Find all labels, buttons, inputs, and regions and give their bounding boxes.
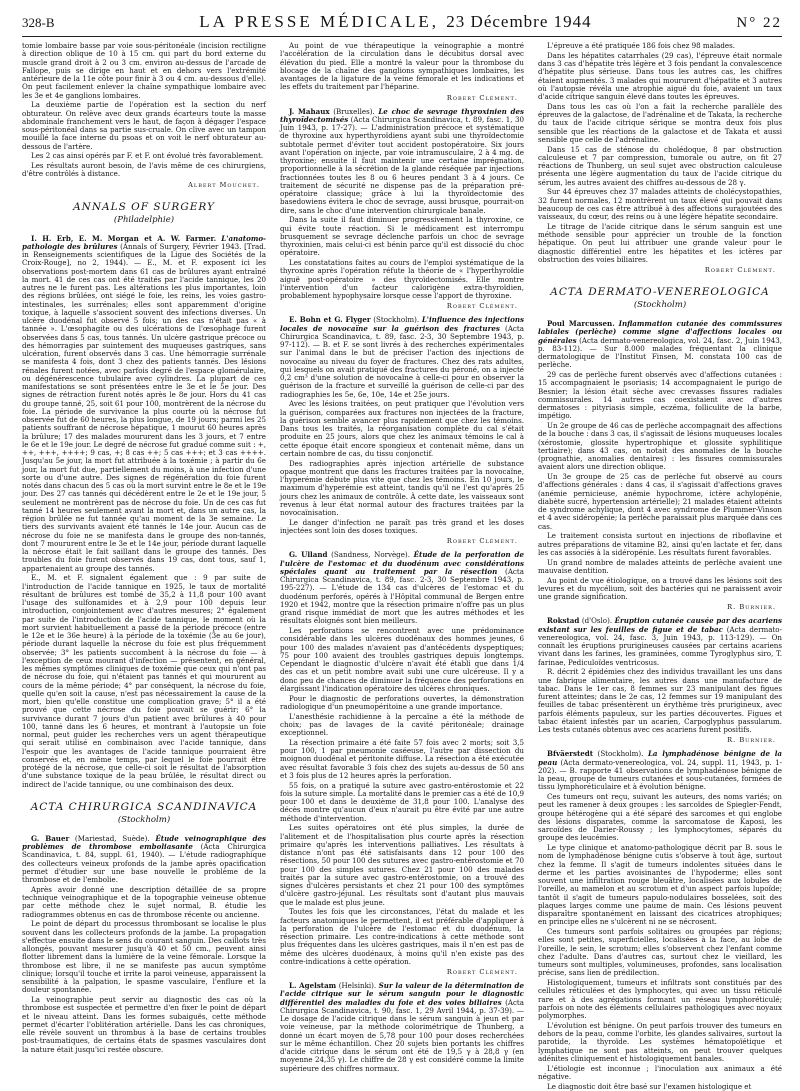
paragraph: Les constatations faites au cours de l'emploi systématique de la thyroxine après l'opération réfute la théorie de « l'hyperthyroïdie aiguë post-opératoire » des thyroïdectomisés. Elle montre l'intervention d'un facteur calorigène extra-thyroïdien, probablement hypophysaire lorsque cesse l'apport de thyroxine. xyxy=(280,258,524,300)
article-author: I. H. Erb, E. M. Morgan et A. W. Farmer. xyxy=(31,233,217,243)
abstract-text: (Acta dermato-venereologica, vol. 24, fasc. 3, Juin 1943, p. 113-129). — On connaît les éruptions prurigineuses causées par certains acariens vivant dans les farines, les graminées, comme Tyroglyphus siro, T. farinae, Pediculoïdes ventricosus. xyxy=(538,624,782,667)
abstract-paragraph xyxy=(22,235,266,573)
paragraph: Le type clinique et anatomo-pathologique décrit par B. sous le nom de lymphadénose bénigne cutis s'observe à tout âge, surtout chez la femme. Il s'agit de tumeurs indolentes situées dans le derme et les parties avoisinantes de l'hypoderme; elles sont souvent une infiltration rouge bleuâtre, localisées aux lobules de l'oreille, au mamelon et au scrotum et d'un aspect parfois lupoïde; tantôt il s'agit de tumeurs papulo-nodulaires bosselées, soit des plaques larges comme une paume de main. Ces lésions peuvent disparaître spontanément en laissant des cicatrices atrophiques; en principe elles ne s'ulcèrent ni ne se nécrosent. xyxy=(538,843,782,927)
column-right xyxy=(538,41,782,1091)
paragraph: Sur 44 épreuves chez 37 malades atteints de cholécystopathies, 32 furent normales, 12 montrèrent un taux élevé qui pouvait dans beaucoup de ces cas être attribué à des affections surajoutées des vaisseaux, du cœur, des reins ou à une légère hépatite secondaire. xyxy=(538,187,782,221)
paragraph: Au point de vue étiologique, on a trouvé dans les lésions soit des levures et du mycélium, soit des bactéries qui ne paraissent avoir une grande signification. xyxy=(538,575,782,601)
reviewer-signature: Robert Clément. xyxy=(446,968,518,976)
paragraph: Un 3e groupe de 25 cas de perlèche fut observé au cours d'affections générales : dans 4 cas, il s'agissait d'affections graves (anémie pernicieuse, anémie hypochrome, ictère achylopénie, diabète sucré, hypertension artérielle); 21 malades étaient atteints de syndrome achylique, dont 4 avec syndrome de Plummer-Vinson et 4 avec sidéropénie; la perlèche paraissait plus marquée dans ces cas. xyxy=(538,472,782,531)
reviewer-signature: Albert Mouchet. xyxy=(188,180,260,189)
paragraph: Toutes les fois que les circonstances, l'état du malade et les facteurs anatomiques le permettent, il est préférable d'appliquer à la perforation de l'ulcère de l'estomac et du duodénum, la résection primaire. Les contre-indications à cette méthode sont plus fréquentes dans les ulcères gastriques, mais il n'en est pas de même des ulcères duodénaux, à moins qu'il n'en existe pas des contre-indications à cette opération. xyxy=(280,907,524,966)
article-author: Bfväerstedt xyxy=(547,749,594,759)
paragraph: Le diagnostic doit être basé sur l'examen histologique et xyxy=(547,1081,752,1091)
journal-heading: ANNALS OF SURGERY xyxy=(73,200,215,213)
journal-location: (Stockholm) xyxy=(633,300,687,310)
abstract-paragraph xyxy=(538,750,782,791)
article-author: Poul Marcussen. xyxy=(547,319,615,328)
abstract-text: (Annals of Surgery, Février 1943. [Trad. in Renseignements scientifiques de la Ligue des Sociétés de la Croix-Rouge], no 2, 1944). — E., M. et F. exposent ici les observations post-mortem dans 61 cas de brûlures ayant entraîné la mort. 41 de ces cas ont été traités par l'acide tannique, les 20 autres ne le furent pas. Les altérations les plus importantes, loin des régions brûlées, ont siégé le foie, les reins, les voies gastro-intestinales, les surrénales; elles sont apparemment d'origine toxique, à laquelle s'associent souvent des infections diverses. Un ulcère duodénal fut observé 5 fois; un des cas n'était pas « à tannée ». L'œsophagite ou des ulcérations de l'œsophage furent observées dans 5 cas, tous tannés. Un ulcère gastrique précoce ou des hémorragies par suintement des muqueuses gastriques, sans ulcération, furent observés dans 3 cas. Une hémorragie surrénale se manifesta 4 fois, dont 3 chez des patients tannés. Des lésions rénales furent notées, avec parfois degré de l'espace glomérulaire, ou dégénérescence tubulaire avec cylindres. La plupart de ces manifestations se sont présentées entre le 3e et le 5e jour. Des signes de rétraction furent notés après le 8e jour. Hors du 41 cas du groupe tanné, 25, soit 61 pour 100, montrèrent de la nécrose du foie. La période de survivance la plus courte où la nécrose fut observée fut de 60 heures, la plus longue, de 19 jours; parmi les 25 patients souffrant de nécrose hépatique, 1 mourut 60 heures après la brûlure; 17 des malades moururent dans les 3 jours, et 7 entre le 6e et le 19e jour. Le degré de nécrose fut gradué comme suit : +, ++, +++, ++++; 9 cas, +; 8 cas ++; 5 cas +++; et 3 cas ++++. Jusqu'au 5e jour, la mort fut attribuée à la toxémie ; à partir du 6e jour, la mort fut due, partiellement du moins, à une infection d'une sorte ou d'une autre. Des signes de régénération du foie furent notés dans chacun des 5 cas où la mort survint entre le 8e et le 19e jour. Des 27 cas tannés qui décédèrent entre le 2e et le 19e jour, 5 seulement ne montrèrent pas de nécrose du foie. Un de ces cas fut tanné 14 heures seulement avant la mort et, dans un autre cas, la région brûlée ne fut tannée qu'au moment de la 3e semaine. Le tiers des survivants avaient été tannés le 14e jour. Aucun cas de nécrose du foie ne se manifesta dans le groupe des non-tannés, dont 7 moururent entre le 3e et le 14e jour, période durant laquelle la nécrose était le fait saillant dans le groupe des tannés. Des troubles du foie furent observés dans 19 cas, dont tous, sauf 1, appartenaient au groupe des tannés. xyxy=(22,241,266,573)
author-location: (Bruxelles). xyxy=(333,106,375,116)
article-author: Rokstad xyxy=(547,616,580,626)
paragraph: R. décrit 2 épidémies chez des individus travaillant les uns dans une fabrique alimentaire, les autres dans une manufacture de tabac. Dans le 1er cas, 8 femmes sur 23 manipulant des figues furent atteintes; dans le 2e cas, 12 femmes sur 19 manipulant des feuilles de tabac présentèrent un érythème très prurigineux, avec parfois éléments papuleux, sur les parties découvertes. Figues et tabac étaient infestés par un acarien, Carpoglyphus passularum. Les tests cutanés obtenus avec ces acariens furent positifs. xyxy=(538,667,782,734)
abstract-text: (Acta Chirurgica Scandinavica, t. 89, fasc. 1, 30 Juin 1943, p. 17-27). — L'administration précoce et systématique de thyroxine aux hyperthyroïdiens ayant subi une thyroïdectomie subtotale permet d'éviter tout accident postopératoire. Six jours avant l'opération on injecte, par voie intramusculaire, 2 à 4 mg. de thyroxine; ensuite il faut maintenir une certaine imprégnation, proportionnelle à la sécrétion de la glande réséquée par injections fractionnées toutes les 8 ou 6 heures pendant 3 à 4 jours. Ce traitement de sécurité ne dispense pas de la préparation pré-opératoire classique; grâce à lui la thyroïdectomie des basedowiens évitera le choc de sevrage, aussi brusque, pourrait-on dire, sans le choc d'une intervention chirurgicale banale. xyxy=(280,114,524,215)
paragraph: Dans les hépatites catarrhales (29 cas), l'épreuve était normale dans 3 cas d'hépatite très légère et 3 fois pendant la convalescence d'hépatite plus sérieuse. Dans tous les autres cas, les chiffres étaient augmentés. 3 malades qui moururent d'hépatite et 3 autres où l'autopsie révéla une atrophie aiguë du foie, avaient un taux d'acide citrique sanguin élevé dans toutes les épreuves. xyxy=(538,50,782,101)
paragraph: Le danger d'infection ne paraît pas très grand et les doses injectées sont loin des doses toxiques. xyxy=(280,517,524,535)
abstract-text: (Acta dermato-venereologica, vol. 24, fasc. 2, Juin 1943, p. 83-112). — Sur 8.000 malades fréquentant la clinique dermatologique de l'Institut Finsen, M. constata 100 cas de perlèche. xyxy=(538,335,782,370)
paragraph: Ces tumeurs ont reçu, suivant les auteurs, des noms variés; on peut les ramener à deux groupes : les sarcoïdes de Spiegler-Fendt, groupe hétérogène qui a été séparé des sarcomes et qui englobe des lésions disparates, comme la sarcomatose de Kaposi, les sarcoïdes de Darier-Roussy ; les lymphocytomes, séparés du groupe des leucémies. xyxy=(538,792,782,843)
abstract-paragraph xyxy=(280,982,524,1073)
paragraph: Le point de départ du processus thrombosant se localise le plus souvent dans les collecteurs profonds de la jambe. La propagation s'effectue ensuite dans le sens du courant sanguin. Des caillots très allongés, pouvant mesurer jusqu'à 40 et 50 cm., peuvent ainsi flotter librement dans la lumière de la veine fémorale. Lorsque la thrombose est libre, il ne se manifeste pas aucun symptôme clinique; lorsqu'il touche et irrite la paroi veineuse, apparaissent la sensibilité à la palpation, le spasme vasculaire, l'enflure et la douleur spontanée. xyxy=(22,919,266,995)
article-title: Éruption cutanée causée par des acariens existant sur les feuilles de figue et de tabac xyxy=(538,616,782,634)
paragraph: Dans 15 cas de sténose du cholédoque, 8 par obstruction calculeuse et 7 par compression, tumorale ou autre, on fit 27 réactions de Thunberg, un seul sujet avec obstruction calculeuse présenta une légère augmentation du taux de l'acide citrique du sérum, les autres avaient des chiffres au-dessous de 28 γ. xyxy=(538,144,782,187)
abstract-text: (Acta Chirurgica Scandinavica, t. 84, suppl. 61, 1940). — L'étude radiographique des collecteurs veineux profonds de la jambe après opacification permet d'étudier sur une base nouvelle le problème de la thrombose et de l'embolie. xyxy=(22,842,266,884)
paragraph: L'épreuve a été pratiquée 186 fois chez 98 malades. xyxy=(547,41,736,50)
journal-masthead xyxy=(199,12,591,32)
reviewer-signature: R. Burnier. xyxy=(727,603,776,612)
paragraph: Les suites opératoires ont été plus simples, la durée de l'alitement et de l'hospitalisation plus courte après la résection primaire qu'après les interventions palliatives. Les résultats à distance n'ont pas été satisfaisants dans 12 pour 100 des résections, 50 pour 100 des sutures avec gastro-entérostomie et 70 pour 100 des simples sutures. Chez 21 pour 100 des malades traités par la suture avec gastro-entérostomie, on a trouvé des signes d'ulcères persistants et chez 21 pour 100 des symptômes d'ulcère gastro-jéjunal. Les résultats sont d'autant plus mauvais que le malade est plus jeune. xyxy=(280,823,524,907)
author-location: (Stockholm). xyxy=(597,749,644,759)
article-columns xyxy=(22,41,782,1091)
issue-date: 23 Décembre 1944 xyxy=(446,12,592,31)
paragraph: Les perforations se rencontrent avec une prédominance considérable dans les ulcères duodénaux des hommes jeunes, 6 pour 100 des malades n'avaient pas d'antécédents dyspeptiques; 75 pour 100 avaient des troubles gastriques depuis longtemps. Cependant le diagnostic d'ulcère n'avait été établi que dans 1/4 des cas et un petit nombre avait subi une cure ulcéreuse. Il y a donc peu de chances de diminuer la fréquence des perforations en élargissant l'indication opératoire des ulcères chroniques. xyxy=(280,626,524,693)
column-left xyxy=(22,42,266,1074)
author-location: (Stockholm). xyxy=(373,315,420,325)
paragraph: Les résultats auront besoin, de l'avis même de ces chirurgiens, d'être contrôlés à distance. xyxy=(22,161,266,179)
paragraph: Avec les lésions traitées, on peut pratiquer que l'évolution vers la guérison, comparées aux fractures non injectées de la fracture, la guérison semble avancer plus rapidement que chez les témoins. Dans tous les traités, la réorganisation complète du cal s'était produite en 25 jours, alors que chez les animaux témoins le cal à cette époque était encore spongieux et contenait même, dans un certain nombre de cas, du tissu conjonctif. xyxy=(280,399,524,458)
author-location: (Helsinki). xyxy=(338,981,377,990)
reviewer-signature: Robert Clément. xyxy=(446,93,518,102)
reviewer-signature: Robert Clément. xyxy=(704,266,776,274)
paragraph: Le traitement consista surtout en injections de riboflavine et autres préparations de vitamine B2, ainsi qu'en lactate et fer, dans les cas associés à la sidéropénie. Les résultats furent favorables. xyxy=(538,531,782,557)
paragraph: Ces tumeurs sont parfois solitaires ou groupées par régions; elles sont petites, superficielles, localisées à la face, au lobe de l'oreille, le sein, le scrotum; elles s'observent chez l'enfant comme chez l'adulte. Dans d'autres cas, surtout chez le vieillard, les tumeurs sont multiples, volumineuses, profondes, sans localisation précise, sans lien de prédilection. xyxy=(538,927,782,978)
article-author: G. Bauer xyxy=(31,833,70,843)
paragraph: 29 cas de perlèche furent observés avec d'affections cutanées : 15 accompagnaient le psoriasis; 14 accompagnaient le purigo de Besnier; la lésion était sèche avec crevasses fissures radiales commissurales. 14 autres cas coexistaient avec d'autres dermatoses : pityriasis simple, eczéma, folliculite de la barbe, impétigo. xyxy=(538,370,782,421)
masthead-title: LA PRESSE MÉDICALE, xyxy=(199,12,440,31)
paragraph: Dans la suite il faut diminuer progressivement la thyroxine, ce qui évite toute réaction. Si le médicament est interrompu brusquement se sevrage déclenche parfois un choc de sevrage thyroxinien, mais celui-ci est bénin parce qu'il est dissocié du choc opératoire. xyxy=(280,215,524,258)
abstract-paragraph xyxy=(280,108,524,215)
article-title: L'anatomo-pathologie des brûlures xyxy=(22,233,266,251)
abstract-paragraph xyxy=(538,617,782,667)
abstract-text: (Acta Chirurgica Scandinavica, t. 90, fasc. 1, 29 Avril 1944, p. 37-39). — Le dosage de l'acide citrique dans le sérum sanguin à jeun et par voie veineuse, par la méthode colorimétrique de Thunberg, a donné un écart moyen de 5,78 pour 100 pour doses recherchées sur le même échantillon. Chez 20 sujets bien portants les chiffres d'acide citrique dans le sérum ont été de 19,5 γ à 28,8 γ (en moyenne 24,35 γ). Le chiffre de 28 γ est considéré comme la limite supérieure des chiffres normaux. xyxy=(280,997,525,1073)
paragraph: L'étiologie est inconnue ; l'inoculation aux animaux a été négative. xyxy=(538,1063,782,1081)
paragraph: Des radiographies après injection artérielle de substance opaque montrent que dans les fractures traitées par la novocaïne, l'hyperémie débute plus vite que chez les témoins. En 10 jours, le maximum d'hyperémie est atteint, tandis qu'il ne l'est qu'après 25 jours chez les animaux de contrôle. À cette date, les vaisseaux sont revenus à leur état normal autour des fractures traitées par la novocaïnisation. xyxy=(280,458,524,517)
article-title: Étude veinographique des problèmes de thrombose emboliasante xyxy=(22,833,266,851)
page-number: 328-B xyxy=(22,15,55,30)
author-location: (d'Oslo). xyxy=(581,616,613,626)
abstract-paragraph xyxy=(280,316,524,399)
paragraph: L'anesthésie rachidienne à la percaïne a été la méthode de choix; pas de lavages de la cavité péritonéale; drainage exceptionnel. xyxy=(280,711,524,737)
paragraph: tomie lombaire basse par voie sous-péritonéale (incision rectiligne à direction oblique de 10 à 15 cm. qui part du bord externe du muscle grand droit à 2 ou 3 cm. environ au-dessus de l'arcade de Fallope, puis se dirige en haut et en dehors vers l'extrémité antérieure de la 11e côte pour finir à 3 ou 4 cm. au-dessous d'elle). On peut facilement enlever la chaîne sympathique lombaire avec les 3e et 4e ganglions lombaires. xyxy=(22,41,266,100)
author-location: (Sandness, Norvège). xyxy=(331,550,410,560)
article-author: E. Bohn et G. Flyger xyxy=(289,315,371,325)
paragraph: 55 fois, on a pratiqué la suture avec gastro-entérostomie et 22 fois la suture simple. La mortalité dans le premier cas a été de 10,9 pour 100 et dans le deuxième de 31,8 pour 100. L'analyse des décès montre qu'aucun d'eux n'aurait pu être évité par une autre méthode d'intervention. xyxy=(280,780,524,823)
abstract-paragraph xyxy=(538,320,782,370)
reviewer-signature: Robert Clément. xyxy=(446,302,518,311)
column-middle xyxy=(280,42,524,1074)
abstract-paragraph xyxy=(280,551,524,625)
paragraph: L'évolution est bénigne. On peut parfois trouver des tumeurs en dehors de la peau, comme l'orbite, les glandes salivaires, surtout la parotide, la thyroïde. Les systèmes hématopoïétique et lymphatique ne sont pas atteints, on peut trouver quelques adénites cliniquement et histologiquement banales. xyxy=(538,1020,782,1063)
paragraph: E., M. et F. signalent également que : 9 par suite de l'introduction de l'acide tannique en 1925, le taux de mortalité résultant de brûlures est tombé de 35,2 à 11,8 pour 100 avant l'usage des sulfonamides et à 2,9 pour 100 depuis leur introduction, conjointement avec d'autres mesures; 2° également par suite de l'introduction de l'acide tannique, le moment où la mort survient habituellement a passé de la période précoce (entre le 12e et le 36e heure) à la période de la toxémie (3e au 6e jour), période durant laquelle la nécrose du foie est plus fréquemment observée; 3° les patients succombent à la nécrose du foie — à l'exception de ceux mourant d'infection — présentent, en général, les mêmes symptômes cliniques de toxémie que ceux qui n'ont pas de nécrose du foie, qui n'étaient pas tannés et qui moururent au cours de la même période; 4° par conséquent, la nécrose du foie, quelle qu'en soit la cause, n'est pas nécessairement la cause de la mort, bien qu'elle constitue une complication grave; 5° il a été prouvé que cette nécrose du foie pouvait se guérir; 6° la survivance durant 7 jours d'un patient avec brûlures à 40 pour 100, tanné dans les 6 heures, et montrant à l'autopsie un foie normal, peut guider les recherches vers un agent thérapeutique qui serait utilisé en combinaison avec l'acide tannique, dans l'espoir que les avantages de l'acide tannique pourraient être conservés et, en même temps, par lequel le foie pourrait être protégé de la nécrose, que celle-ci soit le résultat de l'absorption d'une substance toxique de la peau brûlée, le résultat direct ou indirect de l'acide tannique, ou une combinaison des deux. xyxy=(22,573,266,789)
paragraph: Dans tous les cas où l'on a fait la recherche parallèle des épreuves de la galactose, de l'adrénaline et de Takata, la recherche du taux de l'acide citrique sérique se montra deux fois plus sensible que les réactions de la galactose et de Takata et aussi sensible que celle de l'adrénaline. xyxy=(538,101,782,144)
paragraph: Le titrage de l'acide citrique dans le sérum sanguin est une méthode sensible pour apprécier un trouble de la fonction hépatique. On peut lui attribuer une grande valeur pour le diagnostic différentiel entre les hépatites et les ictères par obstruction des voies biliaires. xyxy=(538,221,782,264)
reviewer-signature: R. Burnier. xyxy=(727,736,776,745)
page-header xyxy=(22,12,782,37)
paragraph: La deuxième partie de l'opération est la section du nerf obturateur. On relève avec deux grands écarteurs toute la masse abdominale franchement vers le haut, de façon à dégager l'espace sous-péritonéal dans sa partie sus-cruale. On clive avec un tampon mouillé la face interne du psoas et on voit le nerf obturateur au-dessous de l'artère. xyxy=(22,100,266,151)
paragraph: Un grand nombre de malades atteints de perlèche avaient une mauvaise dentition. xyxy=(538,557,782,575)
paragraph: La résection primaire a été faite 57 fois avec 2 morts; soit 3,5 pour 100, 1 par pneumonie caséeuse, l'autre par dissection du moignon duodénal et péritonite diffuse. La résection a été exécutée avec résultat favorable 3 fois chez des sujets au-dessus de 50 ans et 3 fois plus de 12 heures après la perforation. xyxy=(280,737,524,780)
abstract-paragraph xyxy=(22,835,266,885)
article-title: Sur la valeur de la détermination de l'acide citrique sur le sérum sanguin pour le diagnostic différentiel des maladies du foie et des voies biliaires xyxy=(280,981,524,1007)
paragraph: La veinographie peut servir au diagnostic des cas où la thrombose est suspectée et permettre d'en fixer le point de départ et le niveau atteint. Dans les formes subaiguës, cette méthode permet d'écarter l'oblitération artérielle. Dans les cas chroniques, elle révèle souvent un thrombus à la base de certains troubles post-traumatiques, de certains états de spasmes vasculaires dont la nature était jusqu'ici restée obscure. xyxy=(22,995,266,1054)
reviewer-signature: Robert Clément. xyxy=(446,537,518,546)
article-title: L'influence des injections locales de novocaïne sur la guérison des fractures xyxy=(280,315,524,333)
article-author: L. Agelstam xyxy=(289,981,337,990)
abstract-text: (Acta Chirurgica Scandinavica, t. 89, fasc. 2-3, 30 Septembre 1943, p. 97-112). — B. et F. se sont livrés à des recherches expérimentales sur l'animal dans le but de préciser l'action des injections de novocaïne au niveau du foyer de fractures. Chez des rats adultes, qui lesquels on avait pratiqué des fractures du péroné, on a injecté 0,2 cm³ d'une solution de novocaïne à celle-ci pour en observer la guérison de la fracture et surveillé la guérison de celle-ci par des radiographies les 5e, 6e, 10e, 14e et 25e jours. xyxy=(280,323,524,399)
paragraph: Un 2e groupe de 46 cas de perlèche accompagnait des affections de la bouche : dans 3 cas, il s'agissait de lésions muqueuses locales (xérostomie, glossite hypertrophique et glossite syphilitique tertiaire); dans 43 cas, on notait des anomalies de la bouche (prognathie, anomalies dentaires) : les fissures commissurales avaient alors une direction oblique. xyxy=(538,421,782,472)
paragraph: Pour le diagnostic de perforations ouvertes, la démonstration radiologique d'un pneumopéritoine a une grande importance. xyxy=(280,693,524,711)
paragraph: Au point de vue thérapeutique la veinographie a montré l'accélération de la circulation dans le décubitus dorsal avec élévation du pied. Elle a montré la valeur pour la thrombose du blocage de la chaîne des ganglions sympathiques lombaires, les avantages de la ligature de la veine fémorale et les indications et les effets du traitement par l'héparine. xyxy=(280,41,524,92)
article-title: La lymphadénose bénigne de la peau xyxy=(538,749,782,767)
paragraph: Les 2 cas ainsi opérés par F. et F. ont évolué très favorablement. xyxy=(31,151,264,161)
journal-location: (Philadelphie) xyxy=(113,214,175,225)
article-title: Le choc de sevrage thyroxinien des thyroïdectomisés xyxy=(280,106,525,124)
issue-number: N° 22 xyxy=(736,15,782,31)
article-author: G. Ulland xyxy=(289,550,328,560)
article-title: Inflammation cutanée des commissures labiales (perlèche) comme signe d'affections locales ou générales xyxy=(538,319,782,345)
article-title: Étude de la perforation de l'ulcère de l'estomac et du duodénum avec considérations spéciales quant au traitement par la résection xyxy=(280,550,524,576)
abstract-text: (Acta dermato-venereologica, vol. 24, suppl. 11, 1943, p. 1-202). — B. rapporte 41 observations de lymphadénose bénigne de la peau, groupe de tumeurs cutanées et sous-cutanées, formées de tissu lymphoréticulaire et à évolution bénigne. xyxy=(538,757,782,792)
journal-location: (Stockholm) xyxy=(117,814,171,825)
journal-heading: ACTA DERMATO-VENEREOLOGICA xyxy=(550,286,770,298)
journal-heading: ACTA CHIRURGICA SCANDINAVICA xyxy=(30,800,258,813)
article-author: J. Mahaux xyxy=(289,106,330,116)
paragraph: Après avoir donné une description détaillée de sa propre technique veinographique et de la topographie veineuse obtenue par cette méthode chez le sujet normal, B. étudie les radiogrammes obtenus en cas de thrombose récente ou ancienne. xyxy=(22,884,266,919)
author-location: (Mariestad, Suède). xyxy=(74,833,150,843)
paragraph: Histologiquement, tumeurs et infiltrats sont constitués par des cellules réticulées et des lymphocytes, qui avec un tissu réticulé rare et à des agrégations formant un réseau lymphoréticulé; parfois on note des éléments cellulaires pathologiques avec noyaux polymorphes. xyxy=(538,978,782,1020)
abstract-text: (Acta Chirurgica Scandinavica, t. 89, fasc. 2-3, 30 Septembre 1943, p. 195-227). — L'étude de 134 cas d'ulcères de l'estomac et du duodénum perforés, opérés à l'Hôpital communal de Bergen entre 1920 et 1942, montre que la résection primaire n'offre pas un plus grand risque immédiat de mort que les autres méthodes et les résultats éloignés sont bien meilleurs. xyxy=(280,566,524,626)
